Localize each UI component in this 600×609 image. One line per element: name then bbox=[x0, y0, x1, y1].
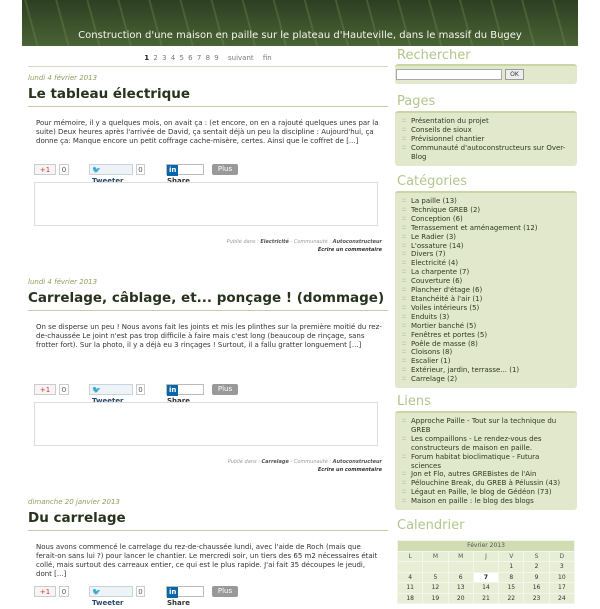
page-link[interactable]: :: Prévisionnel chantier bbox=[399, 135, 571, 144]
calendar-day: 17 bbox=[549, 583, 574, 594]
pages-title: Pages bbox=[397, 94, 436, 109]
calendar-day-today[interactable]: 7 bbox=[473, 572, 498, 583]
links-title: Liens bbox=[397, 394, 431, 409]
tweet-button[interactable] bbox=[89, 586, 133, 607]
category-item[interactable]: :: Couverture (6) bbox=[399, 277, 571, 286]
write-comment-link[interactable]: Ecrire un commentaire bbox=[317, 467, 382, 473]
external-link[interactable]: :: Jon et Flo, autres GREBistes de l'Ain bbox=[399, 470, 571, 479]
weekday-label: S bbox=[524, 551, 549, 562]
main-content bbox=[28, 50, 388, 607]
page-link[interactable]: :: Conseils de sioux bbox=[399, 126, 571, 135]
twitter-bird-icon: 🐦 bbox=[92, 166, 101, 174]
calendar-month: Février 2013 bbox=[398, 541, 575, 552]
google-plus-button[interactable]: +1 bbox=[34, 586, 56, 597]
post-card bbox=[28, 278, 388, 473]
linkedin-share-button[interactable] bbox=[166, 384, 204, 405]
page-7-link[interactable]: 7 bbox=[196, 54, 202, 62]
page-3-link[interactable]: 3 bbox=[162, 54, 167, 62]
calendar-widget bbox=[397, 540, 575, 604]
search-title: Rechercher bbox=[397, 48, 471, 63]
external-link[interactable]: :: Pélouchine Break, du GREB à Pélussin (43) bbox=[399, 479, 571, 488]
page-1-link: 1 bbox=[144, 54, 150, 62]
tweet-label: Tweeter bbox=[92, 599, 124, 607]
meta-prefix: Publié dans : bbox=[226, 239, 259, 245]
page-6-link[interactable]: 6 bbox=[188, 54, 193, 62]
share-label: Share bbox=[167, 177, 190, 185]
category-link[interactable]: Electricité bbox=[260, 239, 289, 245]
category-item[interactable]: :: Plancher d'étage (6) bbox=[399, 286, 571, 295]
category-item[interactable]: :: Technique GREB (2) bbox=[399, 206, 571, 215]
category-item[interactable]: :: Escalier (1) bbox=[399, 357, 571, 366]
category-item[interactable]: :: Carrelage (2) bbox=[399, 375, 571, 384]
category-item[interactable]: :: Divers (7) bbox=[399, 250, 571, 259]
meta-mid: - Communauté : bbox=[288, 459, 332, 465]
calendar-day: 24 bbox=[549, 593, 574, 604]
calendar-day: 5 bbox=[423, 572, 448, 583]
category-item[interactable]: :: Le Radier (3) bbox=[399, 233, 571, 242]
external-link[interactable]: :: Légaut en Paille, le blog de Gédéon (73) bbox=[399, 488, 571, 497]
twitter-bird-icon: 🐦 bbox=[92, 386, 101, 394]
community-link[interactable]: Autoconstructeur bbox=[332, 239, 382, 245]
post-date: dimanche 20 janvier 2013 bbox=[28, 498, 120, 506]
calendar-day: 23 bbox=[524, 593, 549, 604]
weekday-label: L bbox=[398, 551, 423, 562]
header-banner bbox=[22, 0, 578, 46]
google-plus-button[interactable]: +1 bbox=[34, 164, 56, 175]
category-item[interactable]: :: La charpente (7) bbox=[399, 268, 571, 277]
calendar-day bbox=[448, 562, 473, 573]
calendar-day: 13 bbox=[448, 583, 473, 594]
linkedin-icon: in bbox=[169, 386, 177, 394]
last-page-link[interactable]: fin bbox=[262, 54, 272, 62]
page-2-link[interactable]: 2 bbox=[153, 54, 158, 62]
tweet-count: 0 bbox=[136, 384, 145, 395]
category-item[interactable]: :: Extérieur, jardin, terrasse... (1) bbox=[399, 366, 571, 375]
category-item[interactable]: :: Voiles intérieurs (5) bbox=[399, 304, 571, 313]
calendar-day: 15 bbox=[499, 583, 524, 594]
post-meta bbox=[227, 238, 382, 254]
external-link[interactable]: :: Maison en paille : le blog des blogs bbox=[399, 497, 571, 506]
page-4-link[interactable]: 4 bbox=[170, 54, 176, 62]
share-label: Share bbox=[167, 599, 190, 607]
category-item[interactable]: :: Poêle de masse (8) bbox=[399, 340, 571, 349]
post-card bbox=[28, 498, 388, 607]
tweet-count: 0 bbox=[136, 164, 145, 175]
calendar-day: 3 bbox=[549, 562, 574, 573]
category-item[interactable]: :: Mortier banché (5) bbox=[399, 322, 571, 331]
calendar-day bbox=[473, 562, 498, 573]
write-comment-link[interactable]: Ecrire un commentaire bbox=[317, 247, 382, 253]
post-date: lundi 4 février 2013 bbox=[28, 278, 98, 286]
calendar-day: 19 bbox=[423, 593, 448, 604]
calendar-day: 16 bbox=[524, 583, 549, 594]
calendar-day: 14 bbox=[473, 583, 498, 594]
more-share-button[interactable]: Plus bbox=[212, 384, 238, 395]
tweet-count: 0 bbox=[136, 586, 145, 597]
post-excerpt: Nous avons commencé le carrelage du rez-de-chaussée lundi, avec l'aide de Roch (mais que ferait-on sans lui ?) pour lancer le chantier. Le mercredi soir, un tiers des 65 m2 nécessaires était collé, mais surtout des carreaux entier, ce qui est le plus rapide. J'ai fait 35 découpes le jeudi, dont [...] bbox=[36, 543, 378, 578]
links-box bbox=[395, 411, 577, 510]
calendar-day: 9 bbox=[524, 572, 549, 583]
category-item[interactable]: :: Enduits (3) bbox=[399, 313, 571, 322]
calendar-day: 8 bbox=[499, 572, 524, 583]
calendar-day: 1 bbox=[499, 562, 524, 573]
category-item[interactable]: :: Etanchéité à l'air (1) bbox=[399, 295, 571, 304]
facebook-comment-box[interactable] bbox=[34, 402, 378, 446]
calendar-day: 10 bbox=[549, 572, 574, 583]
weekday-label: D bbox=[549, 551, 574, 562]
calendar-day: 2 bbox=[524, 562, 549, 573]
facebook-comment-box[interactable] bbox=[34, 182, 378, 226]
post-title[interactable]: Le tableau électrique bbox=[28, 86, 388, 107]
external-link[interactable]: :: Forum habitat bioclimatique - Futura sciences bbox=[399, 453, 571, 471]
external-link[interactable]: :: Approche Paille - Tout sur la technique du GREB bbox=[399, 417, 571, 435]
category-item[interactable]: :: Terrassement et aménagement (12) bbox=[399, 224, 571, 233]
linkedin-icon: in bbox=[169, 588, 177, 596]
calendar-day: 6 bbox=[448, 572, 473, 583]
category-item[interactable]: :: La paille (13) bbox=[399, 197, 571, 206]
tweet-label: Tweeter bbox=[92, 177, 124, 185]
linkedin-share-button[interactable] bbox=[166, 586, 204, 607]
calendar-day: 20 bbox=[448, 593, 473, 604]
linkedin-icon: in bbox=[169, 166, 177, 174]
weekday-label: M bbox=[448, 551, 473, 562]
categories-title: Catégories bbox=[397, 174, 468, 189]
community-link[interactable]: Autoconstructeur bbox=[332, 459, 382, 465]
category-item[interactable]: :: Cloisons (8) bbox=[399, 348, 571, 357]
meta-prefix: Publié dans : bbox=[227, 459, 260, 465]
category-item[interactable]: :: Conception (6) bbox=[399, 215, 571, 224]
pages-box bbox=[395, 111, 577, 166]
page-8-link[interactable]: 8 bbox=[205, 54, 211, 62]
post-title[interactable]: Du carrelage bbox=[28, 510, 388, 531]
twitter-bird-icon: 🐦 bbox=[92, 588, 101, 596]
external-link[interactable]: :: Les compaillons - Le rendez-vous des constructeurs de maison en paille. bbox=[399, 435, 571, 453]
calendar-day: 12 bbox=[423, 583, 448, 594]
more-share-button[interactable]: Plus bbox=[212, 586, 238, 597]
page-9-link[interactable]: 9 bbox=[214, 54, 219, 62]
search-submit-button[interactable]: OK bbox=[505, 69, 524, 80]
calendar-day: 18 bbox=[398, 593, 423, 604]
page-link[interactable]: :: Présentation du projet bbox=[399, 117, 571, 126]
categories-box bbox=[395, 191, 577, 388]
calendar-day bbox=[398, 562, 423, 573]
tweet-label: Tweeter bbox=[92, 397, 124, 405]
tweet-button[interactable] bbox=[89, 164, 133, 185]
share-label: Share bbox=[167, 397, 190, 405]
post-title[interactable]: Carrelage, câblage, et... ponçage ! (dommage) bbox=[28, 290, 388, 311]
next-page-link[interactable]: suivant bbox=[227, 54, 254, 62]
category-item[interactable]: :: Electricité (4) bbox=[399, 259, 571, 268]
calendar-day: 4 bbox=[398, 572, 423, 583]
post-excerpt: On se disperse un peu ! Nous avons fait les joints et mis les plinthes sur la première moitié du rez-de-chaussée Le joint n'est pas trop difficile à faire mais c'est long (beaucoup de rinçage, sans frotter fort). Sur la photo, il y a déjà eu 3 rinçages ! Surtout, il a fallu gratter longuement [...] bbox=[36, 323, 382, 349]
calendar-day bbox=[423, 562, 448, 573]
linkedin-share-button[interactable] bbox=[166, 164, 204, 185]
google-plus-button[interactable]: +1 bbox=[34, 384, 56, 395]
share-bar bbox=[34, 586, 334, 607]
tweet-button[interactable] bbox=[89, 384, 133, 405]
share-bar bbox=[34, 164, 334, 185]
share-bar bbox=[34, 384, 334, 405]
meta-mid: - Communauté : bbox=[288, 239, 332, 245]
search-input[interactable] bbox=[396, 69, 502, 80]
pagination bbox=[28, 50, 388, 67]
google-plus-count: 0 bbox=[59, 164, 69, 175]
post-date: lundi 4 février 2013 bbox=[28, 74, 98, 82]
calendar-title: Calendrier bbox=[397, 518, 465, 533]
more-share-button[interactable]: Plus bbox=[212, 164, 238, 175]
category-link[interactable]: Carrelage bbox=[261, 459, 289, 465]
category-item[interactable]: :: L'ossature (14) bbox=[399, 242, 571, 251]
page-5-link[interactable]: 5 bbox=[179, 54, 184, 62]
site-title[interactable]: Construction d'une maison en paille sur le plateau d'Hauteville, dans le massif du Bugey bbox=[78, 30, 522, 41]
calendar-day: 22 bbox=[499, 593, 524, 604]
google-plus-count: 0 bbox=[59, 586, 69, 597]
page-link[interactable]: :: Communauté d'autoconstructeurs sur Over-Blog bbox=[399, 144, 571, 162]
post-card bbox=[28, 74, 388, 253]
calendar-day: 21 bbox=[473, 593, 498, 604]
weekday-label: M bbox=[423, 551, 448, 562]
post-meta bbox=[228, 458, 382, 474]
google-plus-count: 0 bbox=[59, 384, 69, 395]
weekday-label: J bbox=[473, 551, 498, 562]
calendar-day: 11 bbox=[398, 583, 423, 594]
post-excerpt: Pour mémoire, il y a quelques mois, on avait ça : (et encore, on en a rajouté quelques unes par la suite) Deux heures après l'arrivée de David, ça sentait déjà un peu la discipline : Aujourd'hui, ça donne ça: Manque encore un petit coffrage cache-misère, certes. Ainsi que le coffret de [...] bbox=[36, 119, 379, 145]
category-item[interactable]: :: Fenêtres et portes (5) bbox=[399, 331, 571, 340]
weekday-label: V bbox=[499, 551, 524, 562]
